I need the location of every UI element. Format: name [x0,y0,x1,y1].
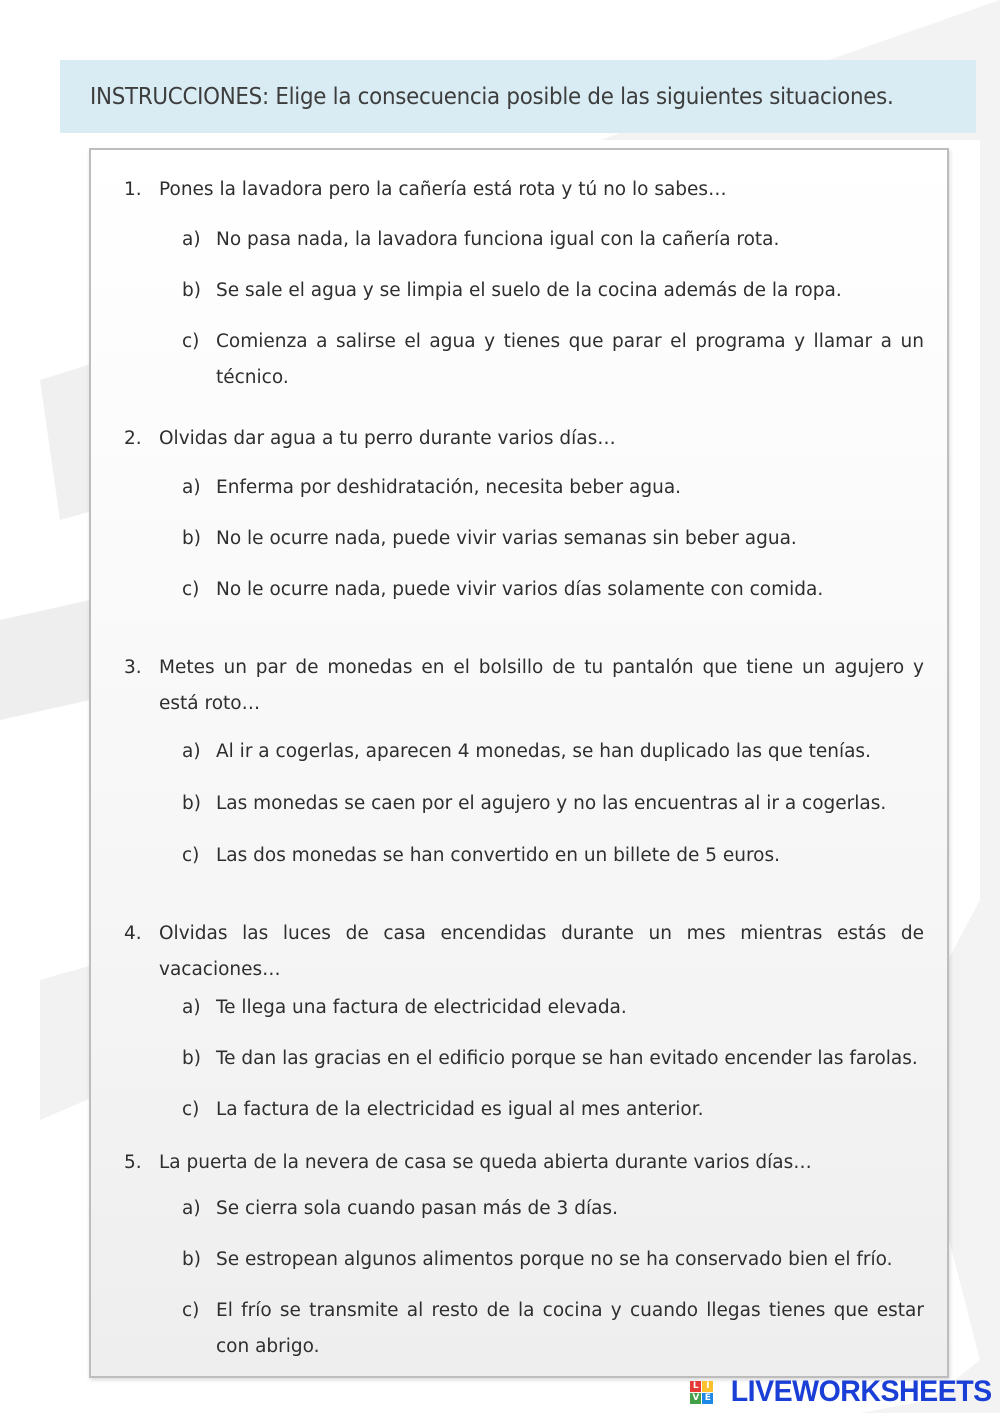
option-label: b) [182,793,201,814]
question-5 [124,1145,924,1181]
question-text: Olvidas las luces de casa encendidas durante un mes mientras estás de vacaciones… [159,923,924,980]
option-text: Te dan las gracias en el edificio porque se han evitado encender las farolas. [216,1048,918,1069]
question-1-option-b[interactable] [182,273,924,309]
option-label: b) [182,1048,201,1069]
option-label: c) [182,331,200,352]
question-5-option-b[interactable] [182,1242,924,1278]
option-label: c) [182,1300,200,1321]
questions-panel [89,148,949,1378]
question-text: Metes un par de monedas en el bolsillo de tu pantalón que tiene un agujero y está roto… [159,657,924,714]
question-2-option-b[interactable] [182,521,924,557]
option-text: Comienza a salirse el agua y tienes que parar el programa y llamar a un técnico. [216,331,924,388]
question-3-option-a[interactable] [182,734,924,770]
question-number: 3. [124,657,142,678]
question-3 [124,650,924,722]
option-text: Se cierra sola cuando pasan más de 3 días. [216,1198,618,1219]
option-label: a) [182,1198,201,1219]
option-text: El frío se transmite al resto de la cocina y cuando llegas tienes que estar con abrigo. [216,1300,924,1357]
liveworksheets-logo[interactable] [690,1375,992,1409]
option-label: a) [182,741,201,762]
liveworksheets-logo-icon [690,1381,713,1404]
option-text: Enferma por deshidratación, necesita beber agua. [216,477,682,498]
option-text: Se sale el agua y se limpia el suelo de la cocina además de la ropa. [216,280,842,301]
option-label: b) [182,1249,201,1270]
option-text: Al ir a cogerlas, aparecen 4 monedas, se han duplicado las que tenías. [216,741,871,762]
option-label: b) [182,280,201,301]
logo-letter: I [702,1381,713,1392]
option-text: Las monedas se caen por el agujero y no las encuentras al ir a cogerlas. [216,793,887,814]
question-2 [124,421,924,457]
question-number: 2. [124,428,142,449]
question-text: Pones la lavadora pero la cañería está rota y tú no lo sabes… [159,179,727,200]
question-number: 1. [124,179,142,200]
option-text: Las dos monedas se han convertido en un billete de 5 euros. [216,845,781,866]
option-label: a) [182,997,201,1018]
option-label: c) [182,579,200,600]
question-2-option-c[interactable] [182,572,924,608]
question-4 [124,916,924,988]
question-5-option-c[interactable] [182,1293,924,1365]
question-4-option-c[interactable] [182,1092,924,1128]
option-label: a) [182,477,201,498]
question-2-option-a[interactable] [182,470,924,506]
logo-wordmark: LIVEWORKSHEETS [731,1375,992,1408]
question-number: 5. [124,1152,142,1173]
question-text: La puerta de la nevera de casa se queda abierta durante varios días… [159,1152,812,1173]
question-3-option-c[interactable] [182,838,924,874]
question-number: 4. [124,923,142,944]
question-1-option-c[interactable] [182,324,924,396]
option-text: No le ocurre nada, puede vivir varios días solamente con comida. [216,579,824,600]
option-label: c) [182,845,200,866]
question-4-option-a[interactable] [182,990,924,1026]
option-text: No le ocurre nada, puede vivir varias semanas sin beber agua. [216,528,797,549]
logo-letter: E [702,1393,713,1404]
question-text: Olvidas dar agua a tu perro durante varios días… [159,428,616,449]
option-label: a) [182,229,201,250]
instructions-text: INSTRUCCIONES: Elige la consecuencia posible de las siguientes situaciones. [90,83,894,110]
option-label: c) [182,1099,200,1120]
logo-letter: V [690,1393,701,1404]
option-label: b) [182,528,201,549]
question-1-option-a[interactable] [182,222,924,258]
option-text: Se estropean algunos alimentos porque no se ha conservado bien el frío. [216,1249,893,1270]
question-3-option-b[interactable] [182,786,924,822]
question-1 [124,172,924,208]
instructions-banner [60,60,976,133]
option-text: La factura de la electricidad es igual al mes anterior. [216,1099,704,1120]
logo-letter: L [690,1381,701,1392]
question-5-option-a[interactable] [182,1191,924,1227]
question-4-option-b[interactable] [182,1041,924,1077]
option-text: No pasa nada, la lavadora funciona igual con la cañería rota. [216,229,780,250]
option-text: Te llega una factura de electricidad elevada. [216,997,627,1018]
